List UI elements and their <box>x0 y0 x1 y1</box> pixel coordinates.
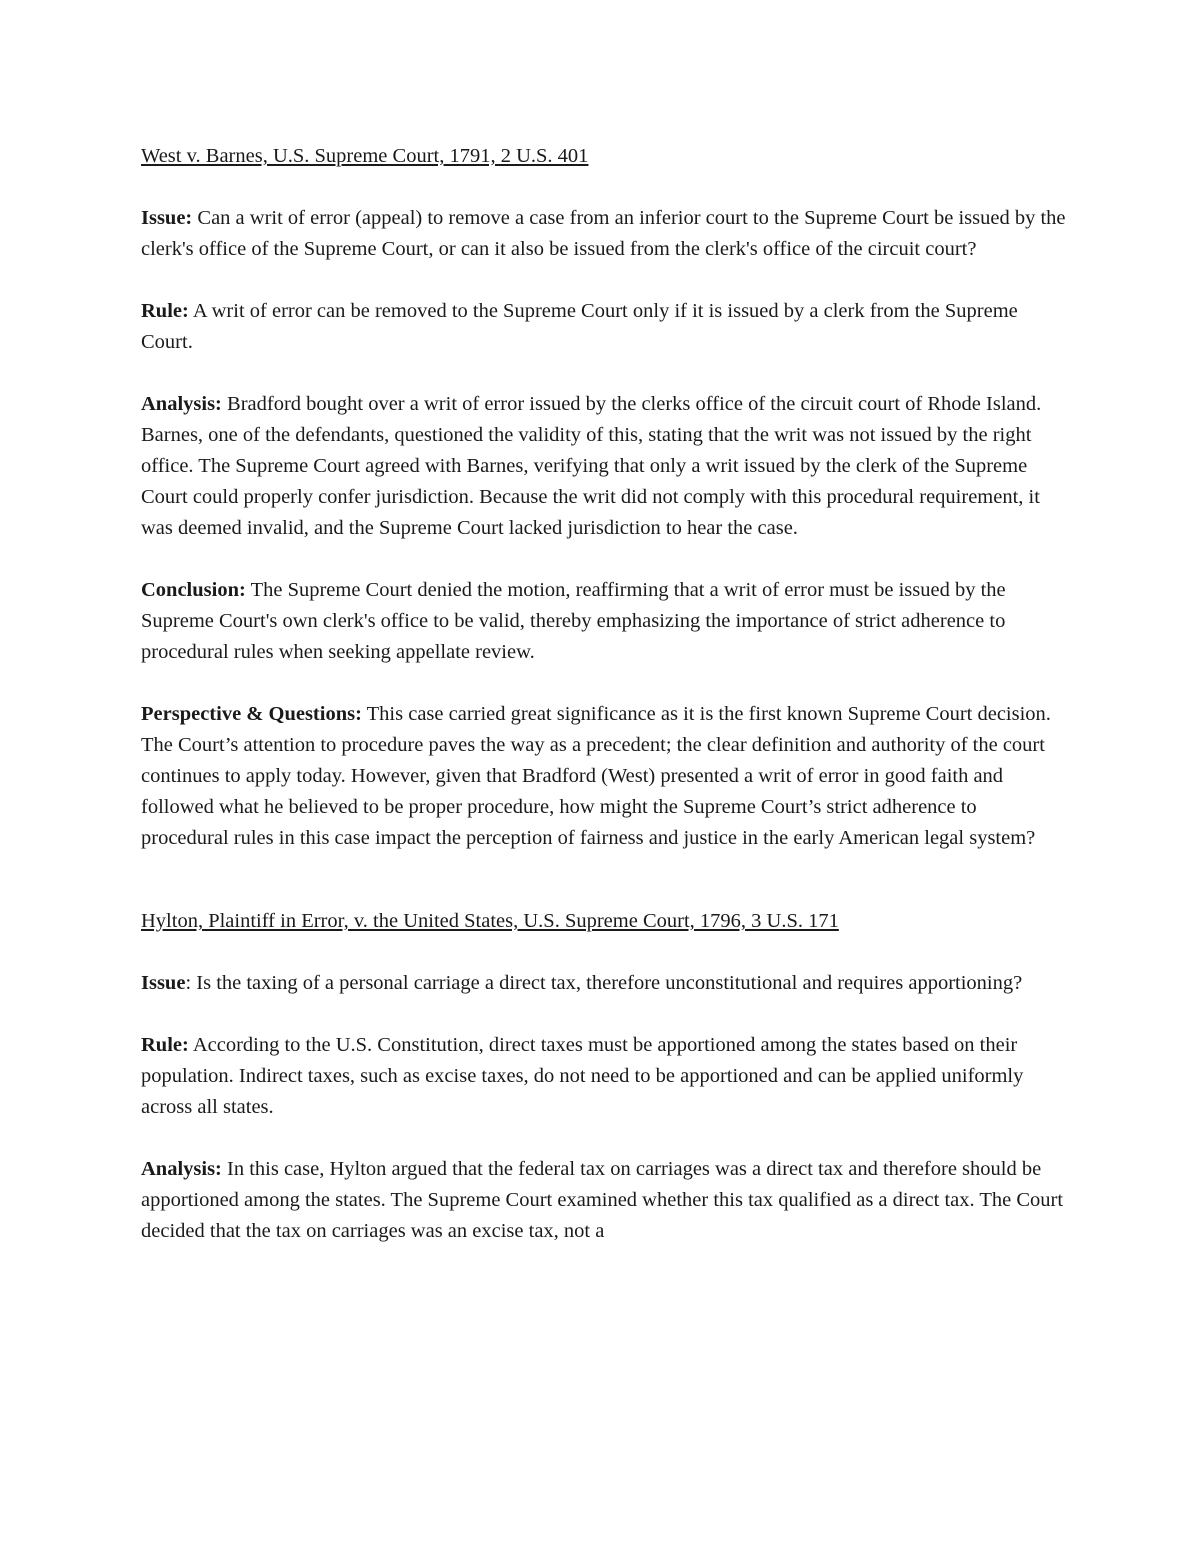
issue-paragraph <box>141 203 1066 265</box>
analysis-text: In this case, Hylton argued that the federal tax on carriages was a direct tax and therefore should be apportioned among the states. The Supreme Court examined whether this tax qualified as a direct tax. The Court decided that the tax on carriages was an excise tax, not a <box>141 1158 1064 1242</box>
issue-label: Issue: <box>141 207 193 229</box>
analysis-label: Analysis: <box>141 393 222 415</box>
analysis-paragraph <box>141 389 1066 544</box>
analysis-paragraph <box>141 1154 1066 1247</box>
rule-text: According to the U.S. Constitution, direct taxes must be apportioned among the states based on their population. Indirect taxes, such as excise taxes, do not need to be apportioned and can be applied uniformly across all states. <box>141 1034 1024 1118</box>
rule-paragraph <box>141 1030 1066 1123</box>
issue-text: Can a writ of error (appeal) to remove a case from an inferior court to the Supreme Court be issued by the clerk's office of the Supreme Court, or can it also be issued from the clerk's office of the circuit court? <box>141 207 1066 260</box>
perspective-paragraph <box>141 699 1066 854</box>
issue-paragraph <box>141 968 1066 999</box>
rule-text: A writ of error can be removed to the Supreme Court only if it is issued by a clerk from the Supreme Court. <box>141 300 1018 353</box>
conclusion-text: The Supreme Court denied the motion, reaffirming that a writ of error must be issued by the Supreme Court's own clerk's office to be valid, thereby emphasizing the importance of strict adherence to procedural rules when seeking appellate review. <box>141 579 1006 663</box>
conclusion-label: Conclusion: <box>141 579 246 601</box>
analysis-label: Analysis: <box>141 1158 222 1180</box>
rule-label: Rule: <box>141 1034 189 1056</box>
case-title-hylton-v-united-states: Hylton, Plaintiff in Error, v. the United States, U.S. Supreme Court, 1796, 3 U.S. 171 <box>141 910 839 932</box>
perspective-label: Perspective & Questions: <box>141 703 362 725</box>
issue-text: : Is the taxing of a personal carriage a direct tax, therefore unconstitutional and requires apportioning? <box>185 972 1023 994</box>
case-title-west-v-barnes: West v. Barnes, U.S. Supreme Court, 1791, 2 U.S. 401 <box>141 145 589 167</box>
issue-label: Issue <box>141 972 186 994</box>
document-body <box>141 141 1066 1247</box>
rule-paragraph <box>141 296 1066 358</box>
perspective-text: This case carried great significance as it is the first known Supreme Court decision. The Court’s attention to procedure paves the way as a precedent; the clear definition and authority of the court continues to apply today. However, given that Bradford (West) presented a writ of error in good faith and followed what he believed to be proper procedure, how might the Supreme Court’s strict adherence to procedural rules in this case impact the perception of fairness and justice in the early American legal system? <box>141 703 1051 849</box>
conclusion-paragraph <box>141 575 1066 668</box>
rule-label: Rule: <box>141 300 189 322</box>
analysis-text: Bradford bought over a writ of error issued by the clerks office of the circuit court of Rhode Island. Barnes, one of the defendants, questioned the validity of this, stating that the writ was not issued by the right office. The Supreme Court agreed with Barnes, verifying that only a writ issued by the clerk of the Supreme Court could properly confer jurisdiction. Because the writ did not comply with this procedural requirement, it was deemed invalid, and the Supreme Court lacked jurisdiction to hear the case. <box>141 393 1042 539</box>
